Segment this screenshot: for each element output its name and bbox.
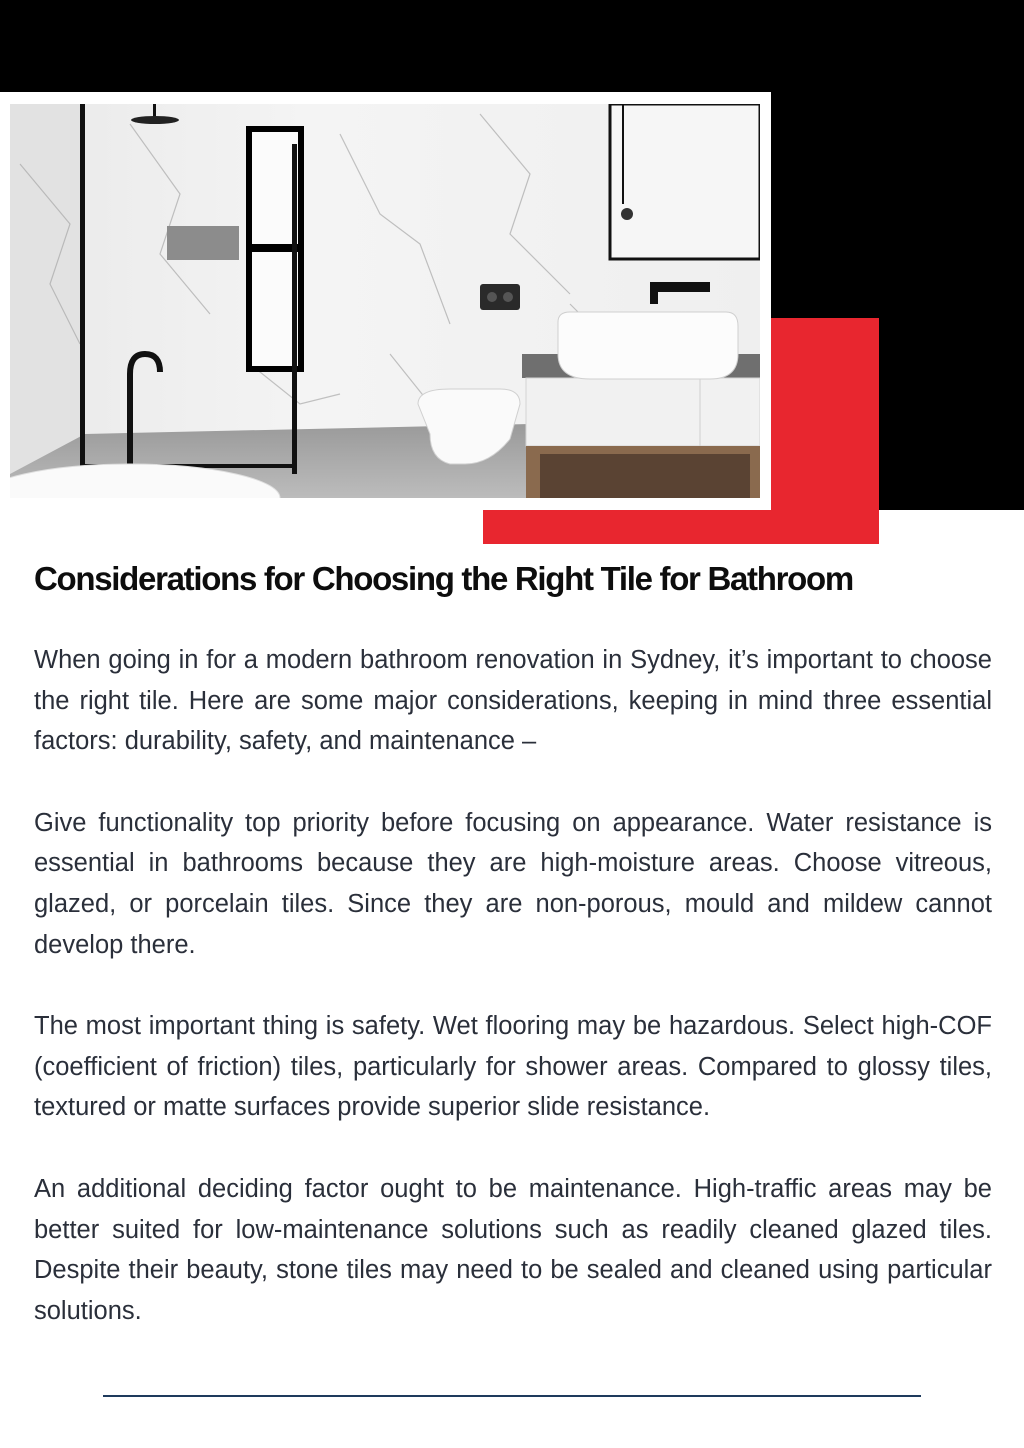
header-black-band bbox=[0, 0, 1024, 92]
article-body bbox=[34, 640, 992, 1372]
paragraph-intro: When going in for a modern bathroom renovation in Sydney, it’s important to choose the right tile. Here are some major considerations, keeping in mind three essential factors: durability, safety, and maintenance – bbox=[34, 646, 992, 756]
bathroom-photo bbox=[10, 104, 760, 498]
paragraph-safety: The most important thing is safety. Wet flooring may be hazardous. Select high-COF (coefficient of friction) tiles, particularly for shower areas. Compared to glossy tiles, textured or matte surfaces provide superior slide resistance. bbox=[34, 1012, 992, 1122]
page-title: Considerations for Choosing the Right Tile for Bathroom bbox=[34, 560, 853, 597]
paragraph-maintenance: An additional deciding factor ought to be maintenance. High-traffic areas may be better suited for low-maintenance solutions such as readily cleaned glazed tiles. Despite their beauty, stone tiles may need to be sealed and cleaned using particular solutions. bbox=[34, 1174, 992, 1325]
paragraph-functionality: Give functionality top priority before focusing on appearance. Water resistance is essential in bathrooms because they are high-moisture areas. Choose vitreous, glazed, or porcelain tiles. Since they are non-porous, mould and mildew cannot develop there. bbox=[34, 808, 992, 959]
bottom-divider bbox=[103, 1395, 921, 1397]
